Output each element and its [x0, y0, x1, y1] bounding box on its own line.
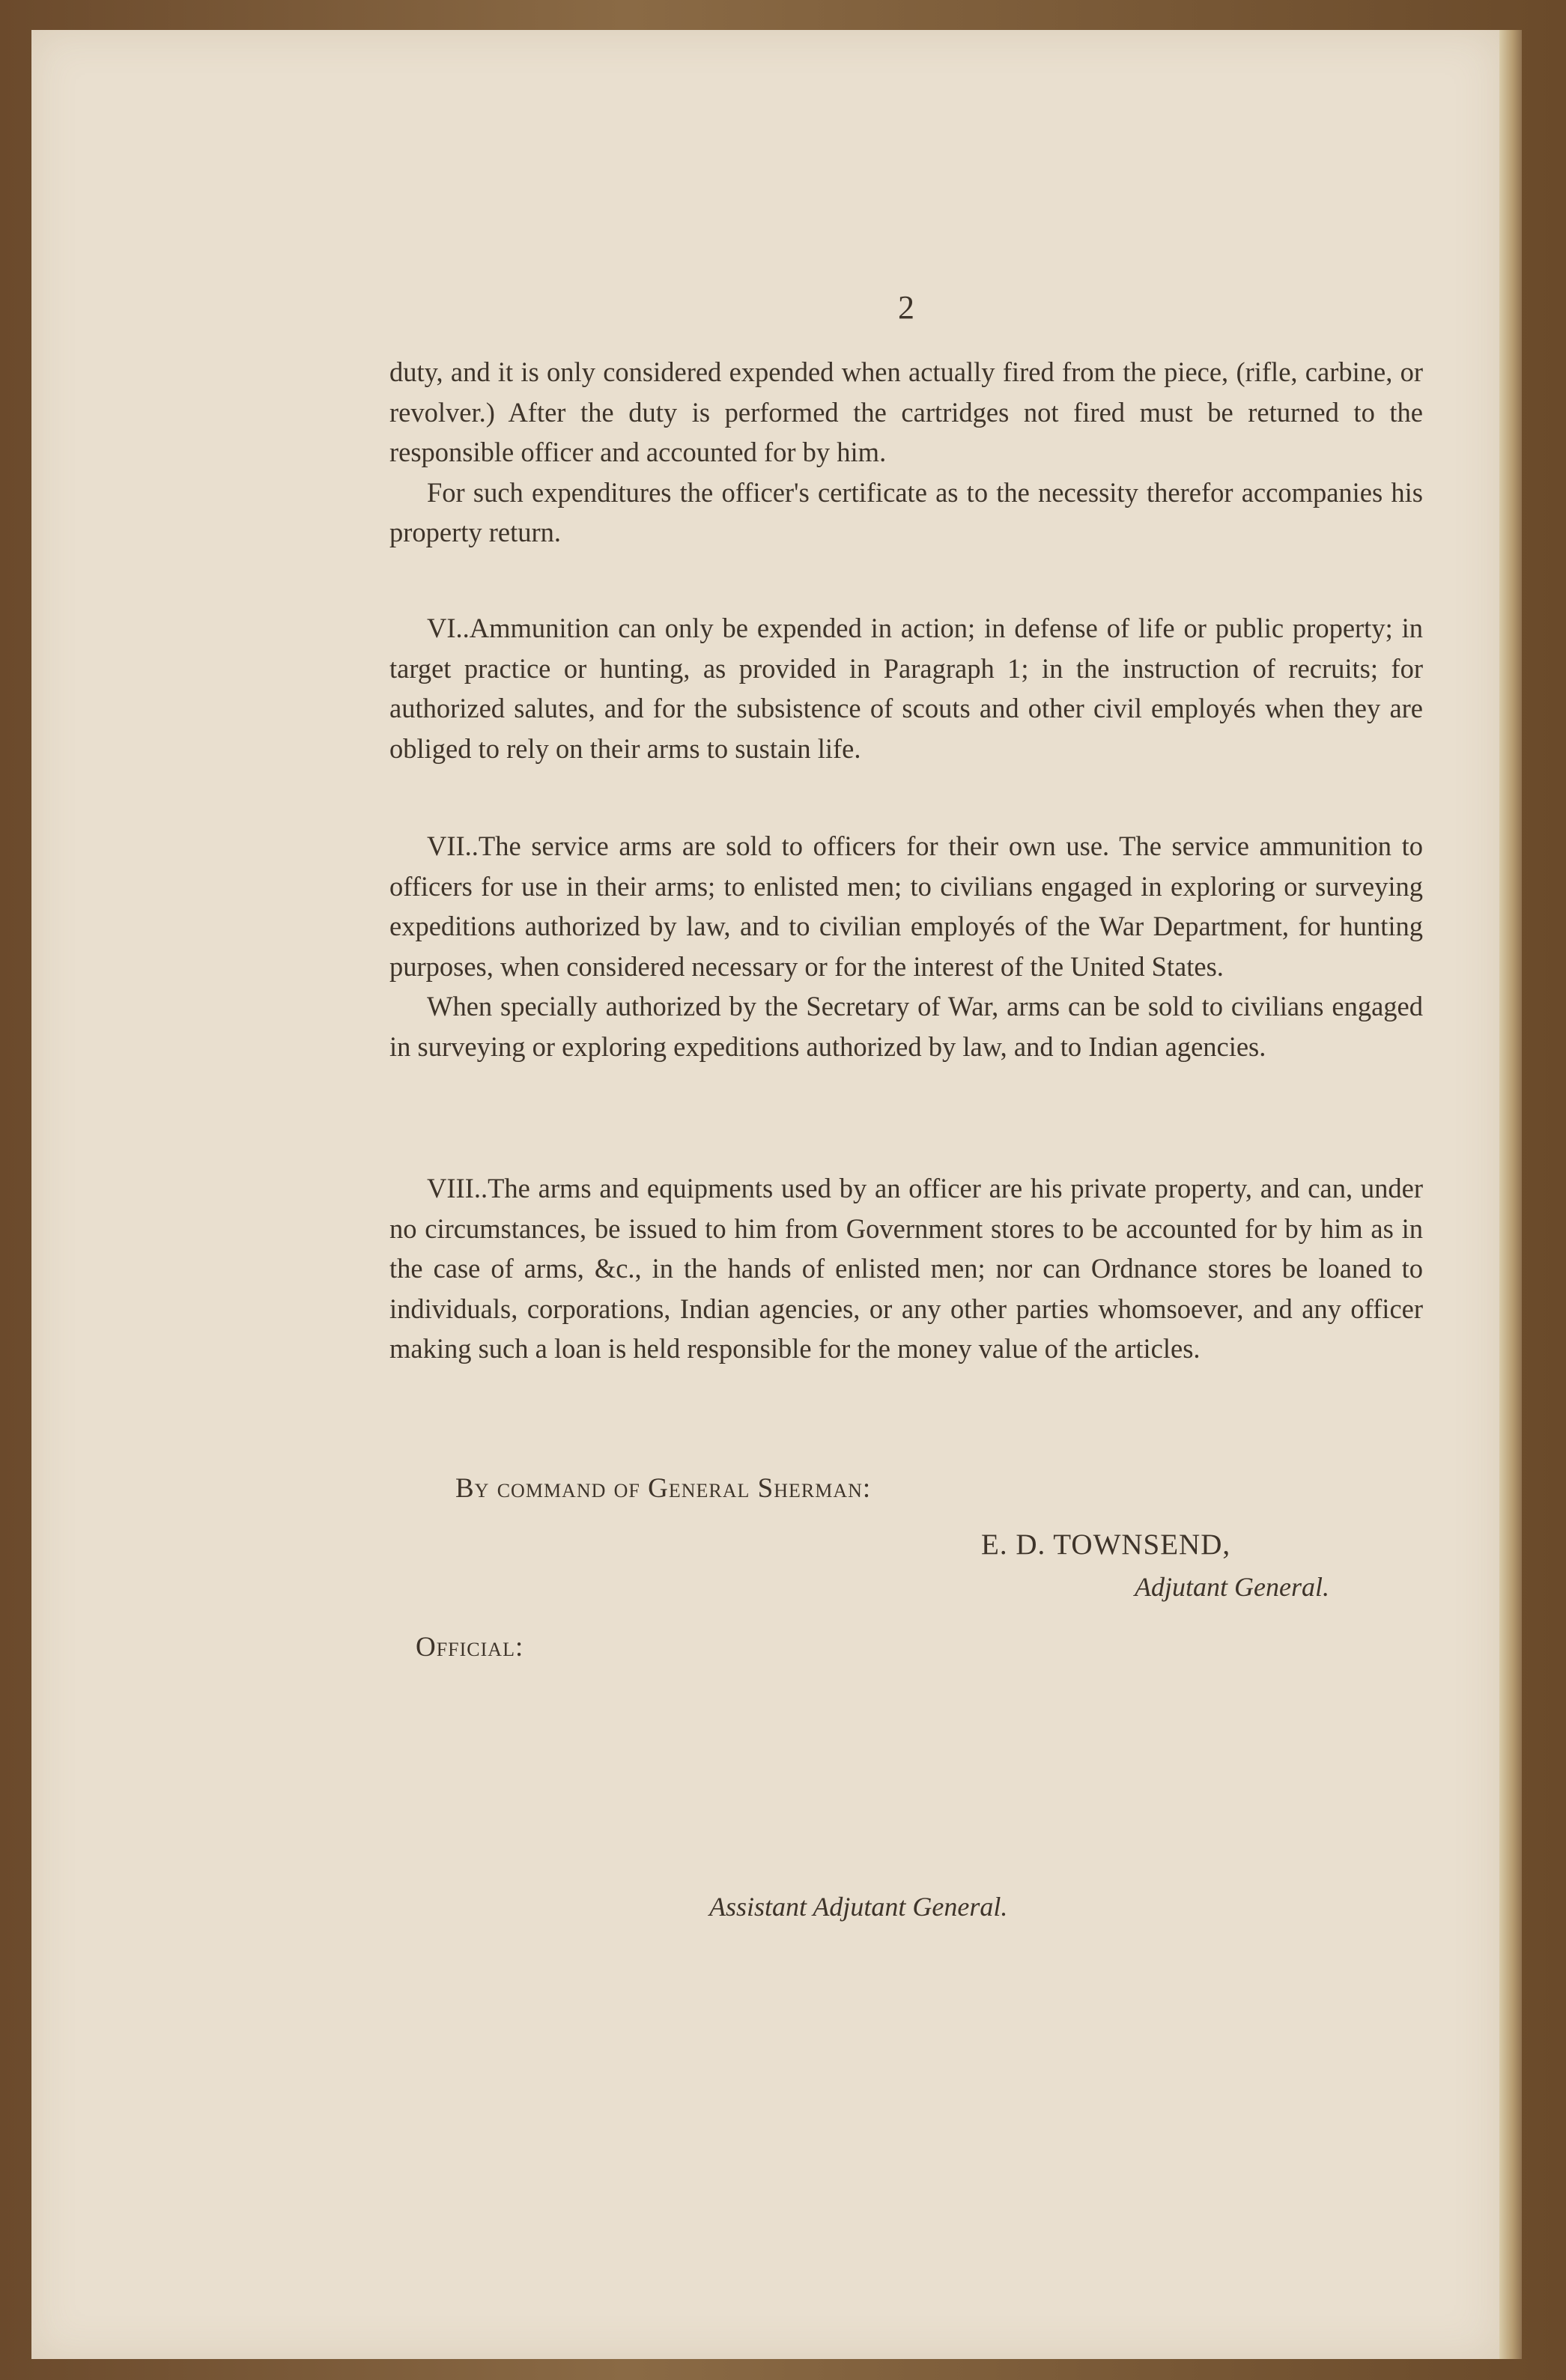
body-paragraph: duty, and it is only considered expended when actually fired from the piece, (rifle, carbine, or revolver.) After the duty is performed the cartridges not fired must be returned to the responsible officer and accounted for by him. — [389, 356, 1423, 467]
command-line: By command of General Sherman: — [455, 1473, 872, 1504]
body-paragraph: VIII..The arms and equipments used by an officer are his private property, and can, under no circumstances, be issued to him from Government stores to be accounted for by him as in the case of arms, &c., in the hands of enlisted men; nor can Ordnance stores be loaned to individuals, corporations, Indian agencies, or any other parties whomsoever, and any officer making such a loan is held responsible for the money value of the articles. — [389, 1173, 1423, 1364]
paragraph-block-1 — [389, 352, 1423, 553]
page-number: 2 — [898, 289, 914, 326]
body-paragraph: For such expenditures the officer's certificate as to the necessity therefor accompanies his property return. — [389, 476, 1423, 547]
page-edge — [1499, 30, 1522, 2359]
body-paragraph: When specially authorized by the Secretary of War, arms can be sold to civilians engaged in surveying or exploring expeditions authorized by law, and to Indian agencies. — [389, 991, 1423, 1062]
signatory-title: Adjutant General. — [1135, 1572, 1329, 1602]
paragraph-section-vii — [389, 826, 1423, 1066]
paragraph-section-viii — [389, 1168, 1423, 1369]
body-paragraph: VI..Ammunition can only be expended in action; in defense of life or public property; in target practice or hunting, as provided in Paragraph 1; in the instruction of recruits; for authorized salutes, and for the subsistence of scouts and other civil employés when they are obliged to rely on their arms to sustain life. — [389, 613, 1423, 764]
body-paragraph: VII..The service arms are sold to officers for their own use. The service ammunition to officers for use in their arms; to enlisted men; to civilians engaged in exploring or surveying expeditions authorized by law, and to civilian employés of the War Department, for hunting purposes, when considered necessary or for the interest of the United States. — [389, 831, 1423, 982]
signatory-name: E. D. TOWNSEND, — [981, 1529, 1231, 1561]
assistant-title: Assistant Adjutant General. — [709, 1892, 1008, 1922]
paragraph-section-vi — [389, 608, 1423, 768]
official-label: Official: — [416, 1632, 524, 1663]
